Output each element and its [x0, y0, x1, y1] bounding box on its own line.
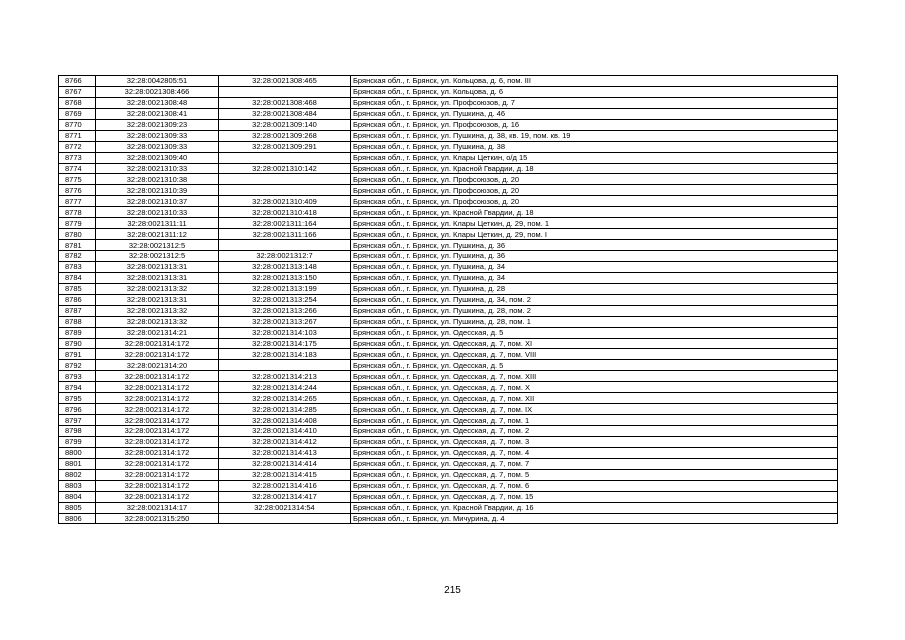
cadastral-number-cell: 32:28:0021314:172 [96, 371, 219, 382]
address-cell: Брянская обл., г. Брянск, ул. Одесская, д. 7, пом. 4 [351, 447, 838, 458]
address-cell: Брянская обл., г. Брянск, ул. Одесская, д. 5 [351, 360, 838, 371]
row-number-cell: 8791 [59, 349, 96, 360]
cadastral-number-cell: 32:28:0021313:31 [96, 261, 219, 272]
object-cadastral-number-cell: 32:28:0021314:265 [219, 393, 351, 404]
cadastral-number-cell: 32:28:0021309:40 [96, 152, 219, 163]
row-number-cell: 8781 [59, 240, 96, 251]
object-cadastral-number-cell: 32:28:0021313:267 [219, 316, 351, 327]
cadastral-number-cell: 32:28:0021314:172 [96, 404, 219, 415]
address-cell: Брянская обл., г. Брянск, ул. Одесская, д. 7, пом. XI [351, 338, 838, 349]
row-number-cell: 8780 [59, 229, 96, 240]
object-cadastral-number-cell: 32:28:0021311:164 [219, 218, 351, 229]
table-row [59, 163, 838, 174]
row-number-cell: 8773 [59, 152, 96, 163]
address-cell: Брянская обл., г. Брянск, ул. Красной Гвардии, д. 16 [351, 502, 838, 513]
address-cell: Брянская обл., г. Брянск, ул. Одесская, д. 7, пом. 5 [351, 469, 838, 480]
row-number-cell: 8775 [59, 174, 96, 185]
address-cell: Брянская обл., г. Брянск, ул. Пушкина, д. 38, кв. 19, пом. кв. 19 [351, 130, 838, 141]
object-cadastral-number-cell: 32:28:0021313:199 [219, 283, 351, 294]
row-number-cell: 8776 [59, 185, 96, 196]
address-cell: Брянская обл., г. Брянск, ул. Пушкина, д. 34 [351, 272, 838, 283]
address-cell: Брянская обл., г. Брянск, ул. Одесская, д. 7, пом. XIII [351, 371, 838, 382]
address-cell: Брянская обл., г. Брянск, ул. Пушкина, д. 34, пом. 2 [351, 294, 838, 305]
object-cadastral-number-cell: 32:28:0021314:414 [219, 458, 351, 469]
cadastral-number-cell: 32:28:0021313:32 [96, 305, 219, 316]
address-cell: Брянская обл., г. Брянск, ул. Клары Цеткин, д. 29, пом. 1 [351, 218, 838, 229]
address-cell: Брянская обл., г. Брянск, ул. Одесская, д. 7, пом. X [351, 382, 838, 393]
object-cadastral-number-cell: 32:28:0021308:468 [219, 97, 351, 108]
cadastral-number-cell: 32:28:0021313:31 [96, 272, 219, 283]
row-number-cell: 8801 [59, 458, 96, 469]
row-number-cell: 8777 [59, 196, 96, 207]
object-cadastral-number-cell: 32:28:0021314:103 [219, 327, 351, 338]
address-cell: Брянская обл., г. Брянск, ул. Одесская, д. 7, пом. IX [351, 404, 838, 415]
row-number-cell: 8784 [59, 272, 96, 283]
row-number-cell: 8797 [59, 415, 96, 426]
object-cadastral-number-cell: 32:28:0021313:148 [219, 261, 351, 272]
object-cadastral-number-cell [219, 360, 351, 371]
table-row [59, 207, 838, 218]
table-row [59, 316, 838, 327]
address-cell: Брянская обл., г. Брянск, ул. Пушкина, д. 38 [351, 141, 838, 152]
cadastral-number-cell: 32:28:0021314:172 [96, 447, 219, 458]
row-number-cell: 8785 [59, 283, 96, 294]
address-cell: Брянская обл., г. Брянск, ул. Пушкина, д. 34 [351, 261, 838, 272]
address-cell: Брянская обл., г. Брянск, ул. Одесская, д. 7, пом. 7 [351, 458, 838, 469]
address-cell: Брянская обл., г. Брянск, ул. Одесская, д. 5 [351, 327, 838, 338]
table-row [59, 360, 838, 371]
row-number-cell: 8783 [59, 261, 96, 272]
address-cell: Брянская обл., г. Брянск, ул. Пушкина, д. 36 [351, 251, 838, 262]
table-row [59, 447, 838, 458]
address-cell: Брянская обл., г. Брянск, ул. Профсоюзов, д. 7 [351, 97, 838, 108]
object-cadastral-number-cell: 32:28:0021313:254 [219, 294, 351, 305]
cadastral-number-cell: 32:28:0021310:37 [96, 196, 219, 207]
row-number-cell: 8770 [59, 119, 96, 130]
row-number-cell: 8790 [59, 338, 96, 349]
table-row [59, 513, 838, 524]
cadastral-number-cell: 32:28:0021312:5 [96, 251, 219, 262]
cadastral-number-cell: 32:28:0021311:11 [96, 218, 219, 229]
address-cell: Брянская обл., г. Брянск, ул. Одесская, д. 7, пом. 3 [351, 436, 838, 447]
cadastral-number-cell: 32:28:0021309:23 [96, 119, 219, 130]
cadastral-number-cell: 32:28:0021314:172 [96, 480, 219, 491]
object-cadastral-number-cell: 32:28:0021314:408 [219, 415, 351, 426]
object-cadastral-number-cell: 32:28:0021308:465 [219, 76, 351, 87]
row-number-cell: 8769 [59, 108, 96, 119]
cadastral-number-cell: 32:28:0021309:33 [96, 130, 219, 141]
table-row [59, 327, 838, 338]
object-cadastral-number-cell: 32:28:0021314:417 [219, 491, 351, 502]
address-cell: Брянская обл., г. Брянск, ул. Красной Гвардии, д. 18 [351, 207, 838, 218]
table-row [59, 141, 838, 152]
row-number-cell: 8772 [59, 141, 96, 152]
row-number-cell: 8768 [59, 97, 96, 108]
address-cell: Брянская обл., г. Брянск, ул. Профсоюзов, д. 20 [351, 174, 838, 185]
object-cadastral-number-cell: 32:28:0021314:54 [219, 502, 351, 513]
cadastral-number-cell: 32:28:0021313:31 [96, 294, 219, 305]
row-number-cell: 8802 [59, 469, 96, 480]
page-number: 215 [444, 585, 461, 596]
row-number-cell: 8782 [59, 251, 96, 262]
cadastral-number-cell: 32:28:0021310:38 [96, 174, 219, 185]
table-row [59, 469, 838, 480]
registry-table-body [59, 76, 838, 524]
row-number-cell: 8804 [59, 491, 96, 502]
cadastral-number-cell: 32:28:0021308:466 [96, 86, 219, 97]
address-cell: Брянская обл., г. Брянск, ул. Клары Цеткин, д. 29, пом. I [351, 229, 838, 240]
address-cell: Брянская обл., г. Брянск, ул. Одесская, д. 7, пом. 1 [351, 415, 838, 426]
address-cell: Брянская обл., г. Брянск, ул. Пушкина, д. 28, пом. 2 [351, 305, 838, 316]
row-number-cell: 8792 [59, 360, 96, 371]
table-row [59, 404, 838, 415]
cadastral-number-cell: 32:28:0021315:250 [96, 513, 219, 524]
address-cell: Брянская обл., г. Брянск, ул. Кольцова, д. 6 [351, 86, 838, 97]
object-cadastral-number-cell [219, 185, 351, 196]
cadastral-number-cell: 32:28:0021308:48 [96, 97, 219, 108]
table-row [59, 415, 838, 426]
table-row [59, 436, 838, 447]
row-number-cell: 8795 [59, 393, 96, 404]
cadastral-number-cell: 32:28:0021314:172 [96, 458, 219, 469]
table-row [59, 185, 838, 196]
table-row [59, 371, 838, 382]
address-cell: Брянская обл., г. Брянск, ул. Профсоюзов, д. 20 [351, 196, 838, 207]
cadastral-number-cell: 32:28:0021314:172 [96, 436, 219, 447]
cadastral-number-cell: 32:28:0042805:51 [96, 76, 219, 87]
table-row [59, 349, 838, 360]
object-cadastral-number-cell: 32:28:0021314:183 [219, 349, 351, 360]
table-row [59, 393, 838, 404]
cadastral-number-cell: 32:28:0021314:172 [96, 338, 219, 349]
object-cadastral-number-cell: 32:28:0021314:416 [219, 480, 351, 491]
table-row [59, 196, 838, 207]
object-cadastral-number-cell: 32:28:0021314:244 [219, 382, 351, 393]
row-number-cell: 8788 [59, 316, 96, 327]
cadastral-number-cell: 32:28:0021313:32 [96, 283, 219, 294]
object-cadastral-number-cell: 32:28:0021309:140 [219, 119, 351, 130]
cadastral-number-cell: 32:28:0021314:172 [96, 469, 219, 480]
row-number-cell: 8786 [59, 294, 96, 305]
table-row [59, 491, 838, 502]
object-cadastral-number-cell: 32:28:0021309:268 [219, 130, 351, 141]
table-row [59, 108, 838, 119]
row-number-cell: 8806 [59, 513, 96, 524]
table-row [59, 86, 838, 97]
object-cadastral-number-cell: 32:28:0021314:213 [219, 371, 351, 382]
row-number-cell: 8778 [59, 207, 96, 218]
object-cadastral-number-cell: 32:28:0021314:410 [219, 426, 351, 437]
object-cadastral-number-cell: 32:28:0021314:412 [219, 436, 351, 447]
address-cell: Брянская обл., г. Брянск, ул. Пушкина, д. 28 [351, 283, 838, 294]
address-cell: Брянская обл., г. Брянск, ул. Одесская, д. 7, пом. VIII [351, 349, 838, 360]
cadastral-number-cell: 32:28:0021314:17 [96, 502, 219, 513]
cadastral-number-cell: 32:28:0021311:12 [96, 229, 219, 240]
row-number-cell: 8779 [59, 218, 96, 229]
object-cadastral-number-cell: 32:28:0021314:415 [219, 469, 351, 480]
object-cadastral-number-cell: 32:28:0021310:142 [219, 163, 351, 174]
address-cell: Брянская обл., г. Брянск, ул. Профсоюзов, д. 20 [351, 185, 838, 196]
cadastral-number-cell: 32:28:0021314:172 [96, 382, 219, 393]
object-cadastral-number-cell: 32:28:0021311:166 [219, 229, 351, 240]
address-cell: Брянская обл., г. Брянск, ул. Пушкина, д. 46 [351, 108, 838, 119]
table-row [59, 338, 838, 349]
object-cadastral-number-cell [219, 240, 351, 251]
row-number-cell: 8771 [59, 130, 96, 141]
address-cell: Брянская обл., г. Брянск, ул. Одесская, д. 7, пом. 2 [351, 426, 838, 437]
object-cadastral-number-cell [219, 174, 351, 185]
object-cadastral-number-cell [219, 86, 351, 97]
address-cell: Брянская обл., г. Брянск, ул. Красной Гвардии, д. 18 [351, 163, 838, 174]
row-number-cell: 8803 [59, 480, 96, 491]
object-cadastral-number-cell: 32:28:0021314:285 [219, 404, 351, 415]
cadastral-number-cell: 32:28:0021312:5 [96, 240, 219, 251]
table-row [59, 130, 838, 141]
table-row [59, 251, 838, 262]
address-cell: Брянская обл., г. Брянск, ул. Пушкина, д. 36 [351, 240, 838, 251]
registry-table [58, 75, 838, 524]
cadastral-number-cell: 32:28:0021314:20 [96, 360, 219, 371]
cadastral-number-cell: 32:28:0021314:172 [96, 491, 219, 502]
table-row [59, 283, 838, 294]
table-row [59, 480, 838, 491]
address-cell: Брянская обл., г. Брянск, ул. Кольцова, д. 6, пом. III [351, 76, 838, 87]
row-number-cell: 8796 [59, 404, 96, 415]
address-cell: Брянская обл., г. Брянск, ул. Одесская, д. 7, пом. 15 [351, 491, 838, 502]
table-row [59, 458, 838, 469]
table-row [59, 426, 838, 437]
row-number-cell: 8798 [59, 426, 96, 437]
cadastral-number-cell: 32:28:0021313:32 [96, 316, 219, 327]
row-number-cell: 8800 [59, 447, 96, 458]
object-cadastral-number-cell [219, 513, 351, 524]
object-cadastral-number-cell: 32:28:0021310:409 [219, 196, 351, 207]
cadastral-number-cell: 32:28:0021314:172 [96, 349, 219, 360]
table-row [59, 152, 838, 163]
cadastral-number-cell: 32:28:0021308:41 [96, 108, 219, 119]
object-cadastral-number-cell: 32:28:0021314:413 [219, 447, 351, 458]
object-cadastral-number-cell: 32:28:0021310:418 [219, 207, 351, 218]
table-row [59, 305, 838, 316]
table-row [59, 119, 838, 130]
address-cell: Брянская обл., г. Брянск, ул. Профсоюзов, д. 16 [351, 119, 838, 130]
address-cell: Брянская обл., г. Брянск, ул. Одесская, д. 7, пом. 6 [351, 480, 838, 491]
object-cadastral-number-cell: 32:28:0021312:7 [219, 251, 351, 262]
object-cadastral-number-cell: 32:28:0021308:484 [219, 108, 351, 119]
cadastral-number-cell: 32:28:0021314:172 [96, 426, 219, 437]
row-number-cell: 8789 [59, 327, 96, 338]
object-cadastral-number-cell: 32:28:0021309:291 [219, 141, 351, 152]
row-number-cell: 8766 [59, 76, 96, 87]
cadastral-number-cell: 32:28:0021310:33 [96, 163, 219, 174]
row-number-cell: 8767 [59, 86, 96, 97]
table-row [59, 97, 838, 108]
object-cadastral-number-cell: 32:28:0021313:150 [219, 272, 351, 283]
object-cadastral-number-cell: 32:28:0021313:266 [219, 305, 351, 316]
row-number-cell: 8774 [59, 163, 96, 174]
cadastral-number-cell: 32:28:0021310:33 [96, 207, 219, 218]
table-row [59, 240, 838, 251]
table-row [59, 229, 838, 240]
cadastral-number-cell: 32:28:0021314:21 [96, 327, 219, 338]
table-row [59, 218, 838, 229]
cadastral-number-cell: 32:28:0021314:172 [96, 415, 219, 426]
row-number-cell: 8805 [59, 502, 96, 513]
table-row [59, 502, 838, 513]
address-cell: Брянская обл., г. Брянск, ул. Пушкина, д. 28, пом. 1 [351, 316, 838, 327]
address-cell: Брянская обл., г. Брянск, ул. Мичурина, д. 4 [351, 513, 838, 524]
address-cell: Брянская обл., г. Брянск, ул. Одесская, д. 7, пом. XII [351, 393, 838, 404]
cadastral-number-cell: 32:28:0021310:39 [96, 185, 219, 196]
object-cadastral-number-cell: 32:28:0021314:175 [219, 338, 351, 349]
table-row [59, 272, 838, 283]
address-cell: Брянская обл., г. Брянск, ул. Клары Цеткин, о/д 15 [351, 152, 838, 163]
row-number-cell: 8787 [59, 305, 96, 316]
table-row [59, 76, 838, 87]
row-number-cell: 8799 [59, 436, 96, 447]
row-number-cell: 8794 [59, 382, 96, 393]
table-row [59, 174, 838, 185]
table-row [59, 294, 838, 305]
row-number-cell: 8793 [59, 371, 96, 382]
object-cadastral-number-cell [219, 152, 351, 163]
table-row [59, 382, 838, 393]
table-row [59, 261, 838, 272]
cadastral-number-cell: 32:28:0021314:172 [96, 393, 219, 404]
cadastral-number-cell: 32:28:0021309:33 [96, 141, 219, 152]
